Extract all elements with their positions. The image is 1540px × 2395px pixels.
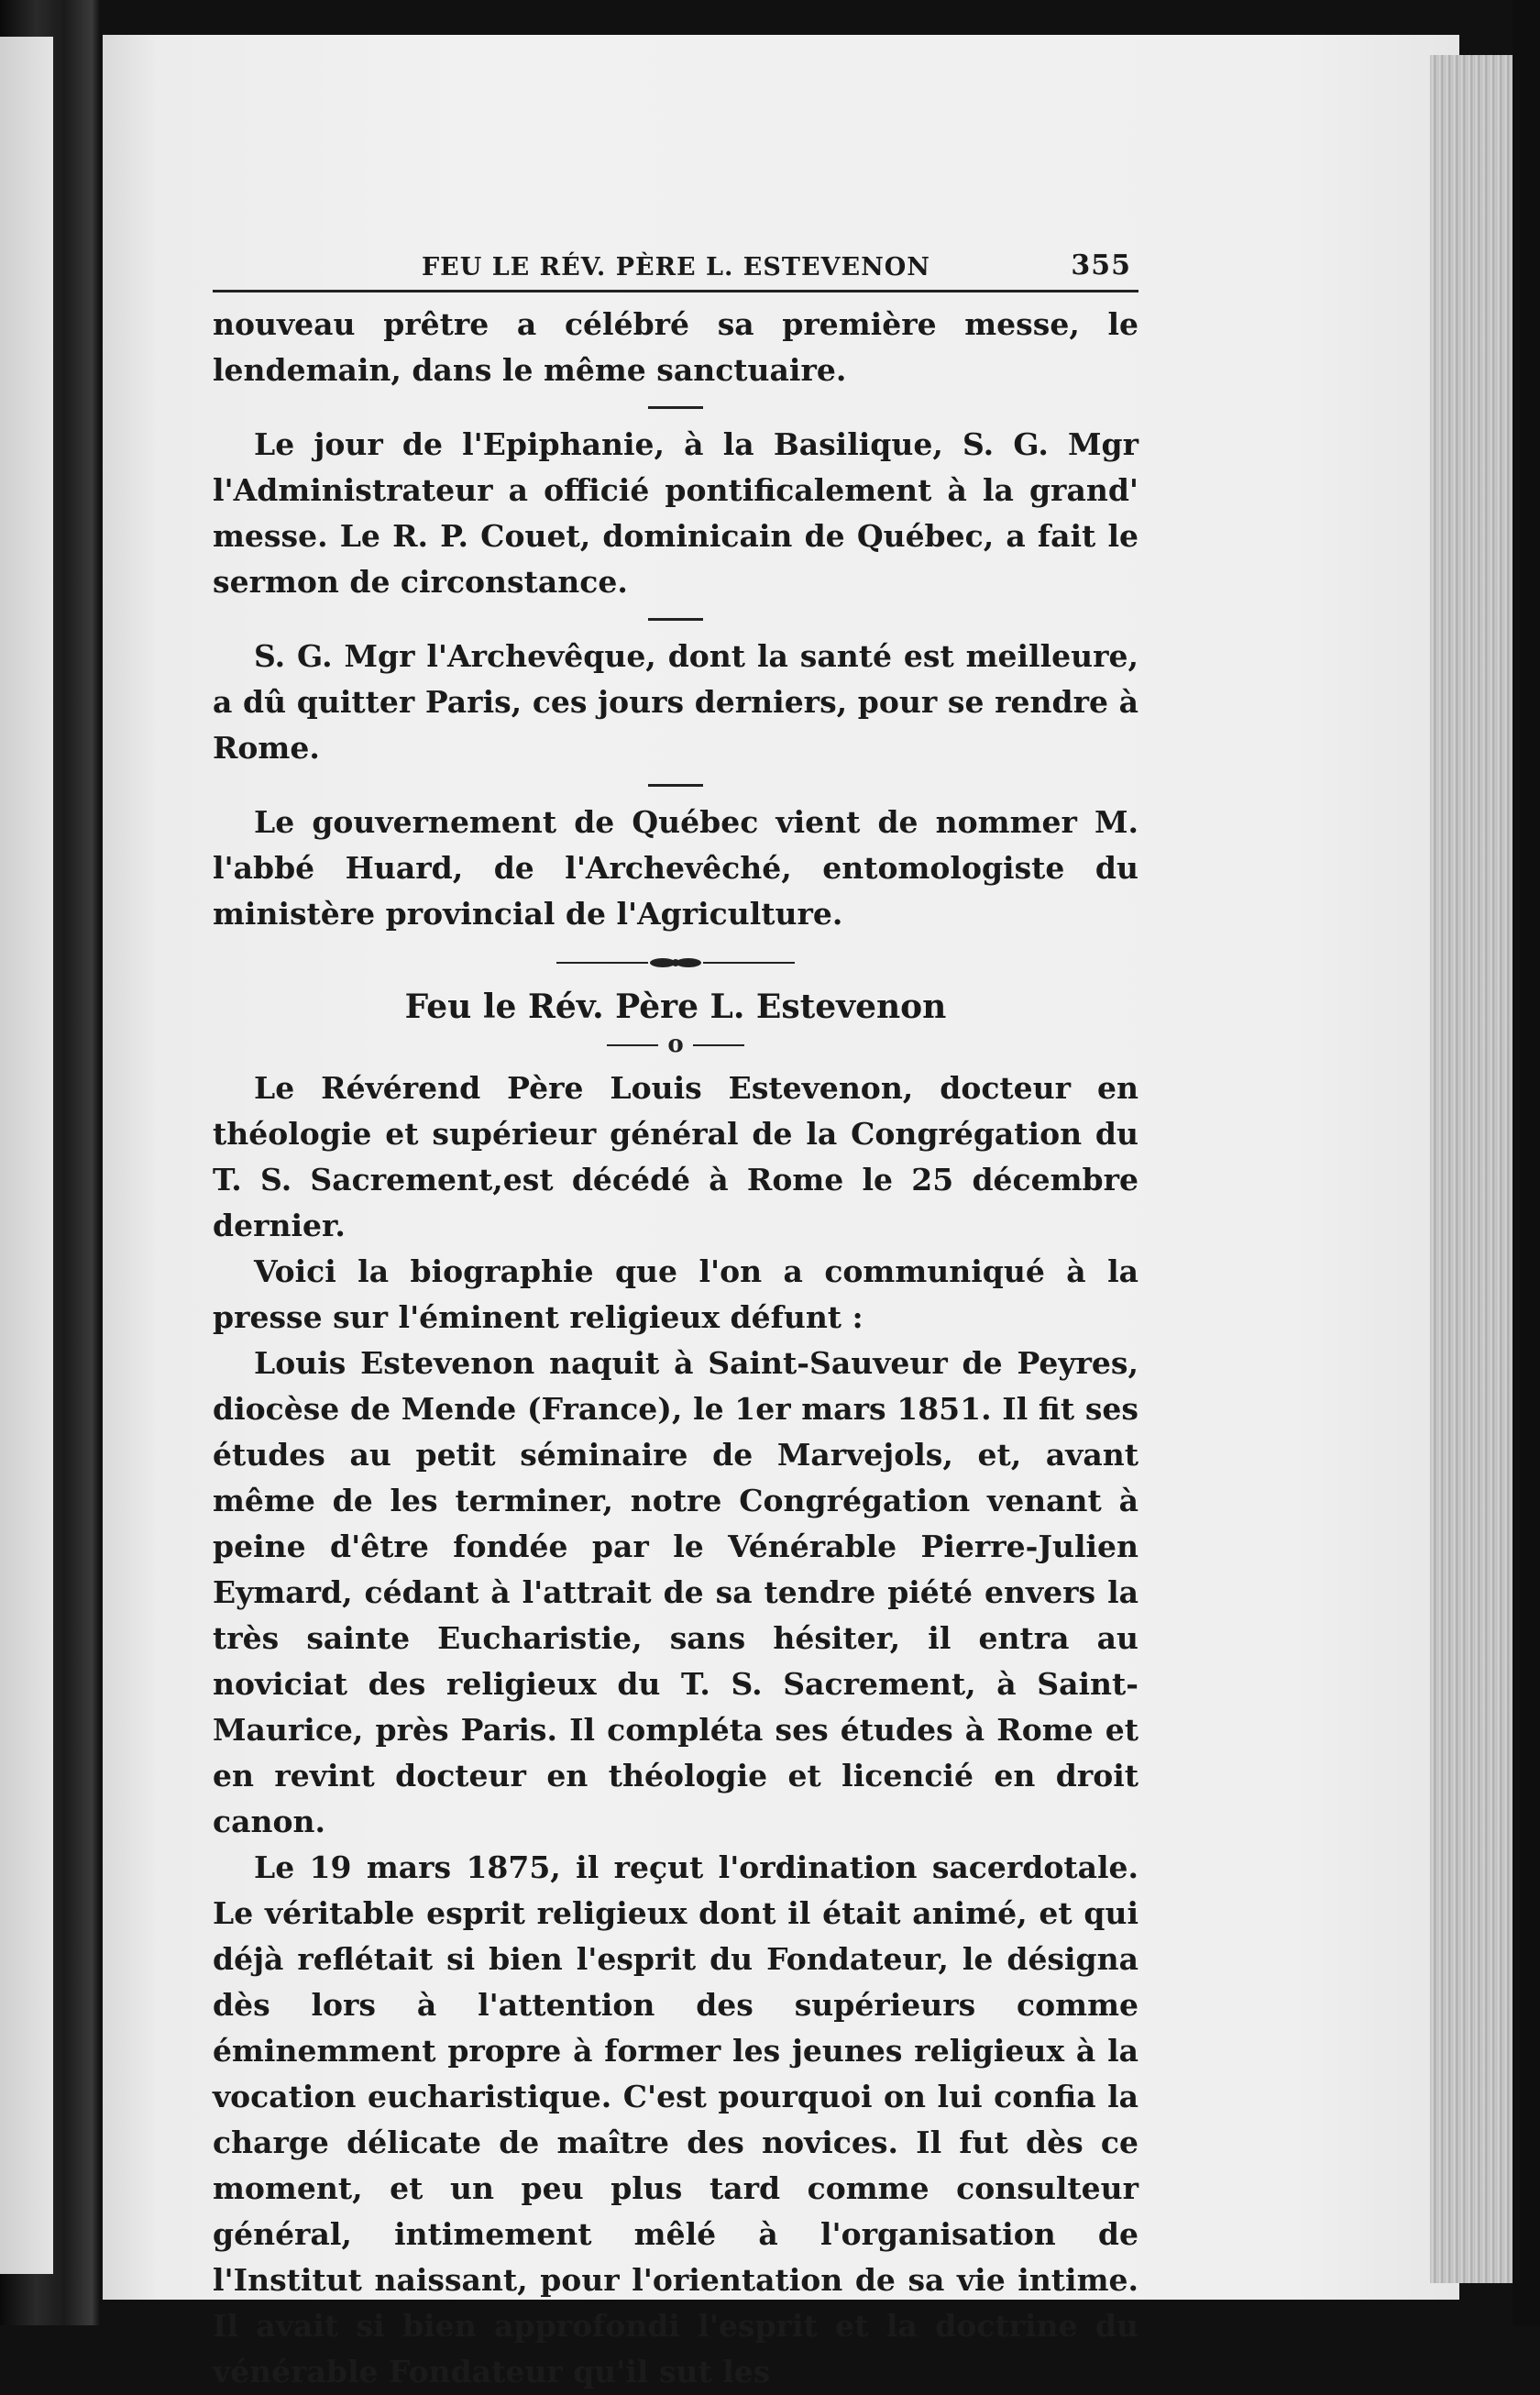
section-title: Feu le Rév. Père L. Estevenon [404,988,947,1026]
ornament-divider [547,952,804,974]
previous-page-edge [0,37,53,2274]
separator-rule [648,406,703,409]
page-number: 355 [1071,249,1131,281]
paragraph: Le gouvernement de Québec vient de nommer M. l'abbé Huard, de l'Archevêché, entomologiste du ministère provincial de l'Agriculture. [213,804,1138,932]
paragraph: Le Révérend Père Louis Estevenon, docteur en théologie et supérieur général de la Congrégation du T. S. Sacrement,est décédé à Rome le 25 décembre dernier. [213,1070,1138,1243]
scan-right-edge [1512,0,1540,2325]
paragraph: Louis Estevenon naquit à Saint-Sauveur de Peyres, diocèse de Mende (France), le 1er mars 1851. Il fit ses études au petit séminaire de Marvejols, et, avant même de les terminer, notre Congrégation venant à peine d'être fondée par le Vénérable Pierre-Julien Eymard, cédant à l'attrait de sa tendre piété envers la très sainte Eucharistie, sans hésiter, il entra au noviciat des religieux du T. S. Sacrement, à Saint-Maurice, près Paris. Il compléta ses études à Rome et en revint docteur en théologie et licencié en droit canon. [213,1345,1138,1839]
paragraph: S. G. Mgr l'Archevêque, dont la santé est meilleure, a dû quitter Paris, ces jours derniers, pour se rendre à Rome. [213,638,1138,766]
page-content [213,246,1138,2395]
separator-mark: o [667,1031,684,1058]
running-title: FEU LE RÉV. PÈRE L. ESTEVENON [422,253,930,281]
running-head [213,246,1138,286]
body-text [213,302,1138,2395]
header-rule [213,290,1138,292]
paragraph: nouveau prêtre a célébré sa première messe, le lendemain, dans le même sanctuaire. [213,306,1138,388]
paragraph: Le 19 mars 1875, il reçut l'ordination sacerdotale. Le véritable esprit religieux dont il était animé, et qui déjà reflétait si bien l'esprit du Fondateur, le désigna dès lors à l'attention des supérieurs comme éminemment propre à former les jeunes religieux à la vocation eucharistique. C'est pourquoi on lui confia la charge délicate de maître des novices. Il fut dès ce moment, et un peu plus tard comme consulteur général, intimement mêlé à l'organisation de l'Institut naissant, pour l'orientation de sa vie intime. Il avait si bien approfondi l'esprit et la doctrine du vénérable Fondateur qu'il sut les [213,1849,1138,2389]
paragraph: Voici la biographie que l'on a communiqué à la presse sur l'éminent religieux défunt : [213,1253,1138,1335]
paragraph: Le jour de l'Epiphanie, à la Basilique, S. G. Mgr l'Administrateur a officié pontificalement à la grand' messe. Le R. P. Couet, dominicain de Québec, a fait le sermon de circonstance. [213,426,1138,600]
separator-rule [648,618,703,621]
section-separator [213,1031,1138,1058]
separator-rule [648,784,703,787]
